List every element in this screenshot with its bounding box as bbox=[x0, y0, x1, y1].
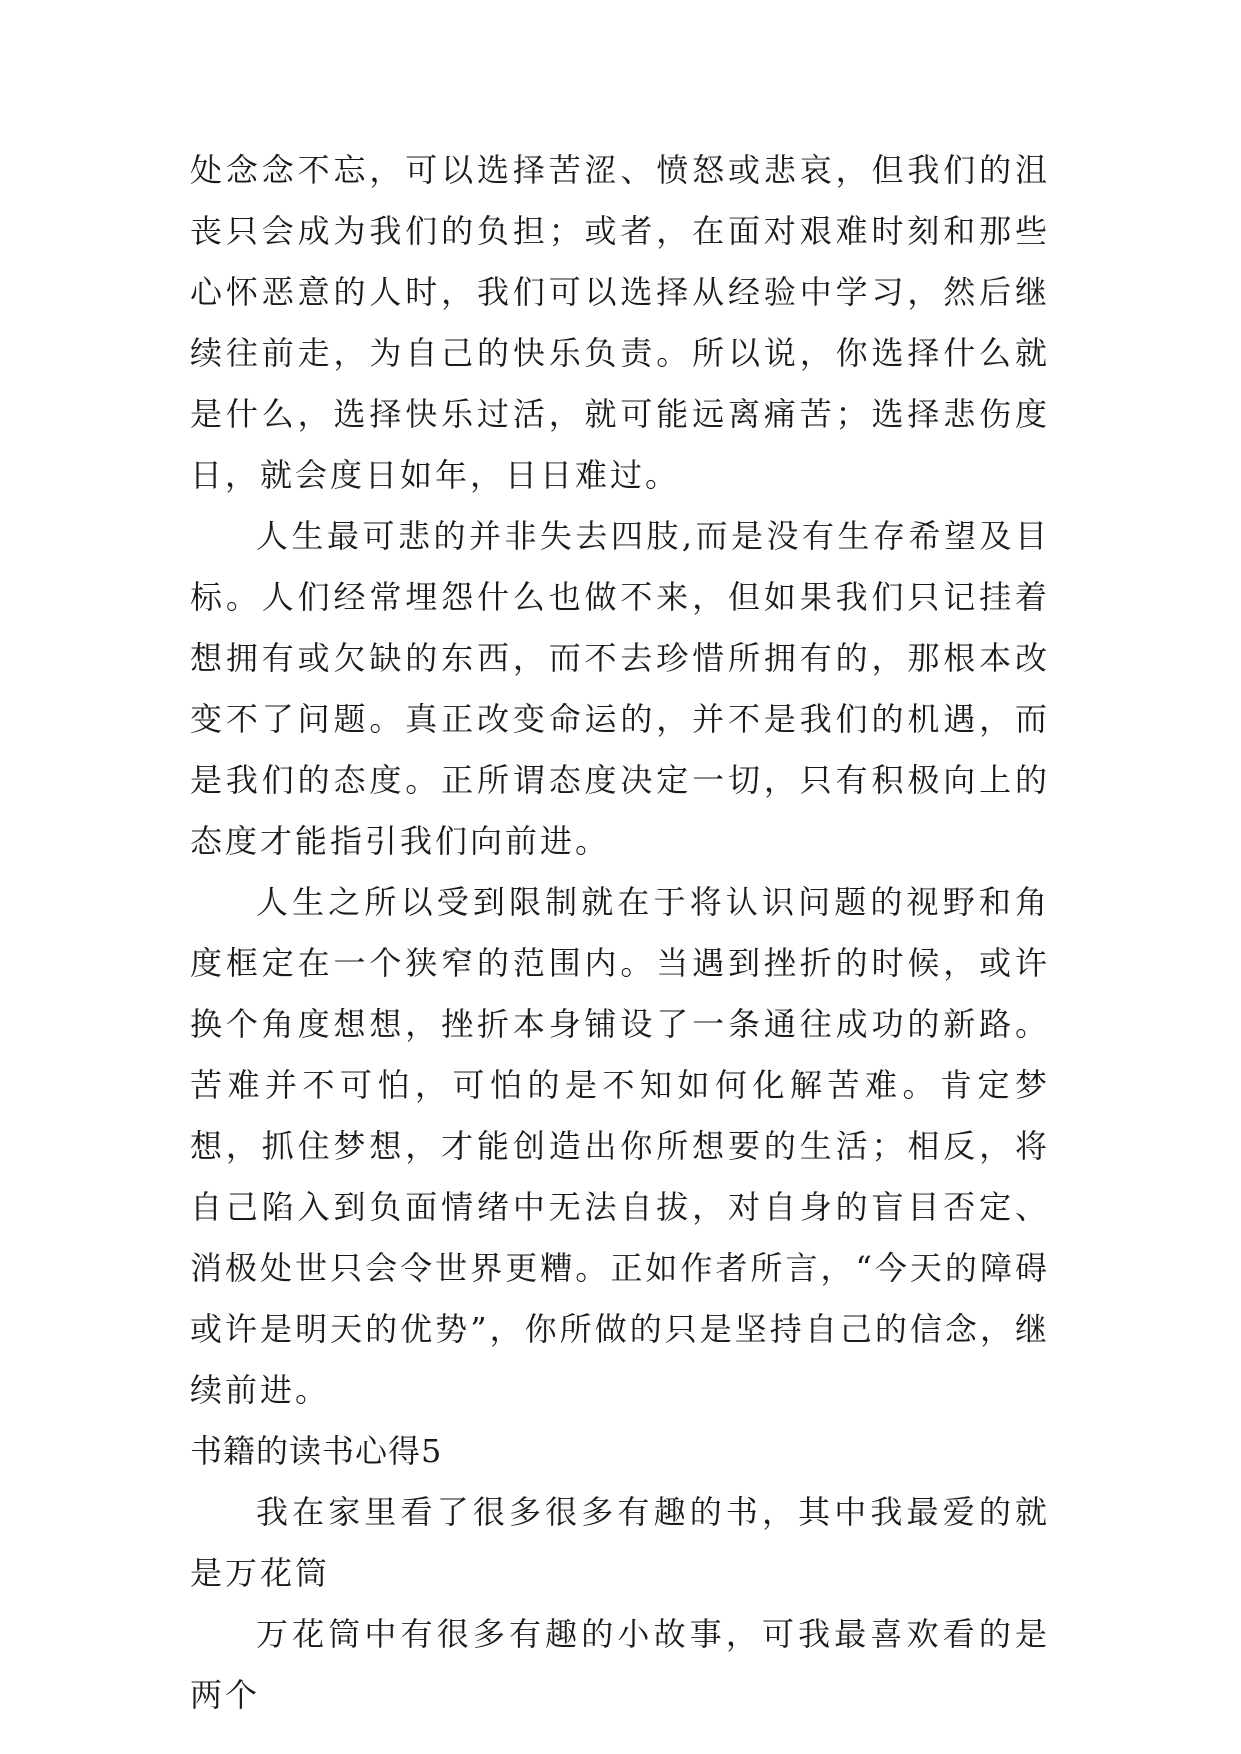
paragraph-continued: 处念念不忘，可以选择苦涩、愤怒或悲哀，但我们的沮丧只会成为我们的负担；或者，在面对艰难时刻和那些心怀恶意的人时，我们可以选择从经验中学习，然后继续往前走，为自己的快乐负责。所以说，你选择什么就是什么，选择快乐过活，就可能远离痛苦；选择悲伤度日，就会度日如年，日日难过。 bbox=[190, 151, 1050, 494]
paragraph-attitude: 人生最可悲的并非失去四肢,而是没有生存希望及目标。人们经常埋怨什么也做不来，但如果我们只记挂着想拥有或欠缺的东西，而不去珍惜所拥有的，那根本改变不了问题。真正改变命运的，并不是我们的机遇，而是我们的态度。正所谓态度决定一切，只有积极向上的态度才能指引我们向前进。 bbox=[190, 517, 1050, 860]
paragraph-kaleidoscope-intro: 我在家里看了很多很多有趣的书，其中我最爱的就是万花筒 bbox=[190, 1493, 1050, 1592]
document-body bbox=[190, 140, 1050, 1726]
paragraph-kaleidoscope-stories: 万花筒中有很多有趣的小故事，可我最喜欢看的是两个 bbox=[190, 1615, 1050, 1714]
section-heading: 书籍的读书心得5 bbox=[190, 1432, 443, 1470]
paragraph-perspective: 人生之所以受到限制就在于将认识问题的视野和角度框定在一个狭窄的范围内。当遇到挫折的时候，或许换个角度想想，挫折本身铺设了一条通往成功的新路。苦难并不可怕，可怕的是不知如何化解苦难。肯定梦想，抓住梦想，才能创造出你所想要的生活；相反，将自己陷入到负面情绪中无法自拔，对自身的盲目否定、消极处世只会令世界更糟。正如作者所言，“今天的障碍或许是明天的优势”，你所做的只是坚持自己的信念，继续前进。 bbox=[190, 883, 1050, 1409]
